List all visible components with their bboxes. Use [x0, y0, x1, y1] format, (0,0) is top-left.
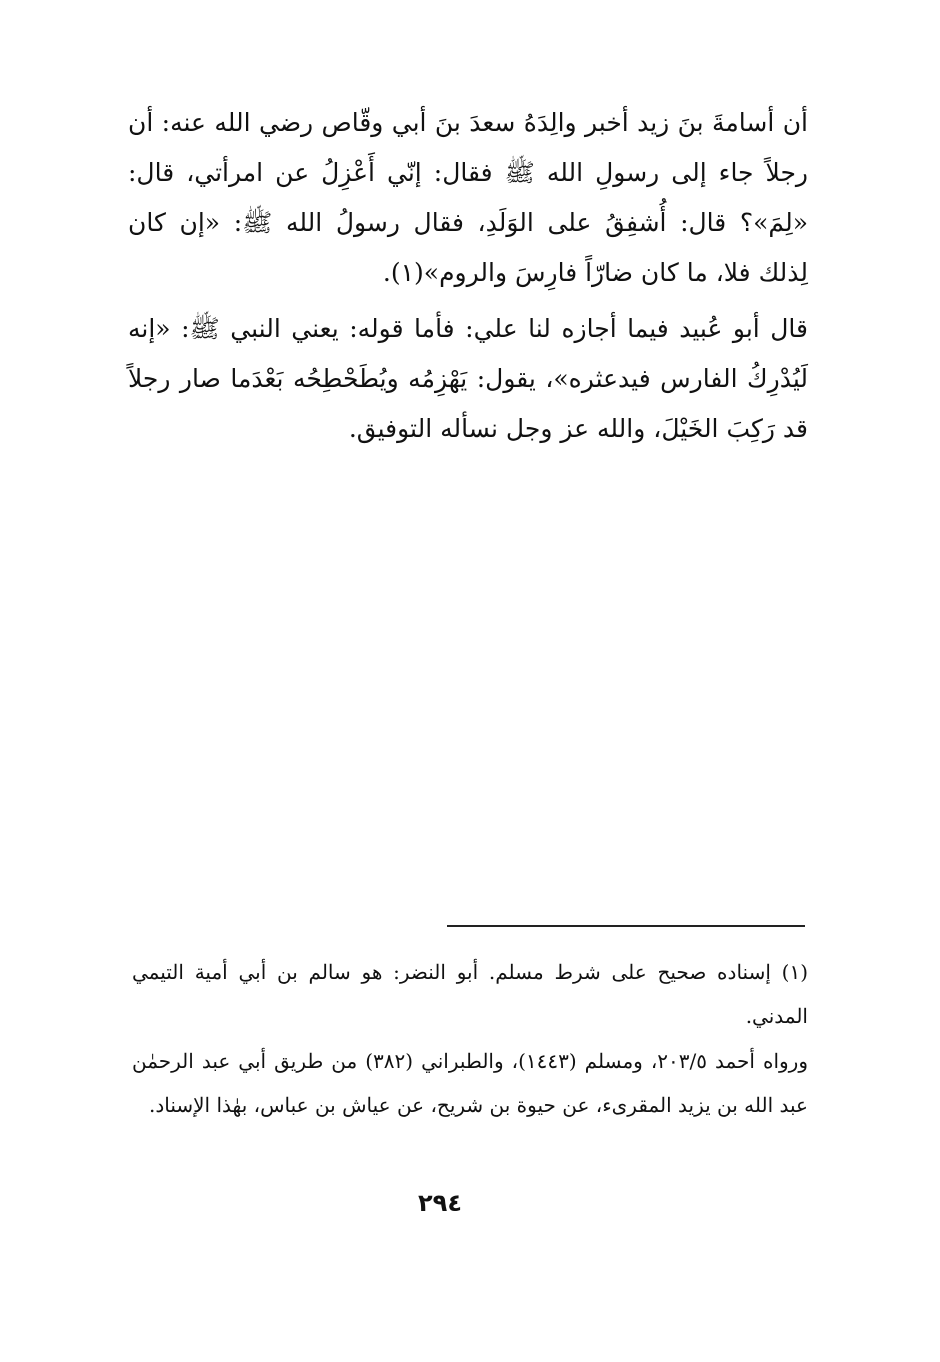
main-paragraph-2: قال أبو عُبيد فيما أجازه لنا علي: فأما قوله: يعني النبي ﷺ: «إنه لَيُدْرِكُ الفارس فيدعثره»، يقول: يَهْزِمُه ويُطَحْطِحُه بَعْدَما صار رجلاً قد رَكِبَ الخَيْلَ، والله عز وجل نسأله التوفيق. — [128, 314, 808, 443]
main-paragraph-1: أن أسامةَ بنَ زيد أخبر والِدَهُ سعدَ بنَ أبي وقّاص رضي الله عنه: أن رجلاً جاء إلى رسولِ الله ﷺ فقال: إنّي أَعْزِلُ عن امرأتي، قال: «لِمَ»؟ قال: أُشفِقُ على الوَلَدِ، فقال رسولُ الله ﷺ: «إن كان لِذلك فلا، ما كان ضارّاً فارِسَ والروم»(١). — [128, 108, 808, 287]
page-number: ٢٩٤ — [418, 1189, 462, 1217]
footnote-separator — [447, 925, 805, 927]
footnote-1: (١) إسناده صحيح على شرط مسلم. أبو النضر: هو سالم بن أبي أمية التيمي المدني. — [132, 960, 808, 1028]
footnote-1-continuation: ورواه أحمد ٢٠٣/٥، ومسلم (١٤٤٣)، والطبراني (٣٨٢) من طريق أبي عبد الرحمٰن عبد الله بن يزيد المقرىء، عن حيوة بن شريح، عن عياش بن عباس، بهٰذا الإسناد. — [132, 1049, 808, 1117]
